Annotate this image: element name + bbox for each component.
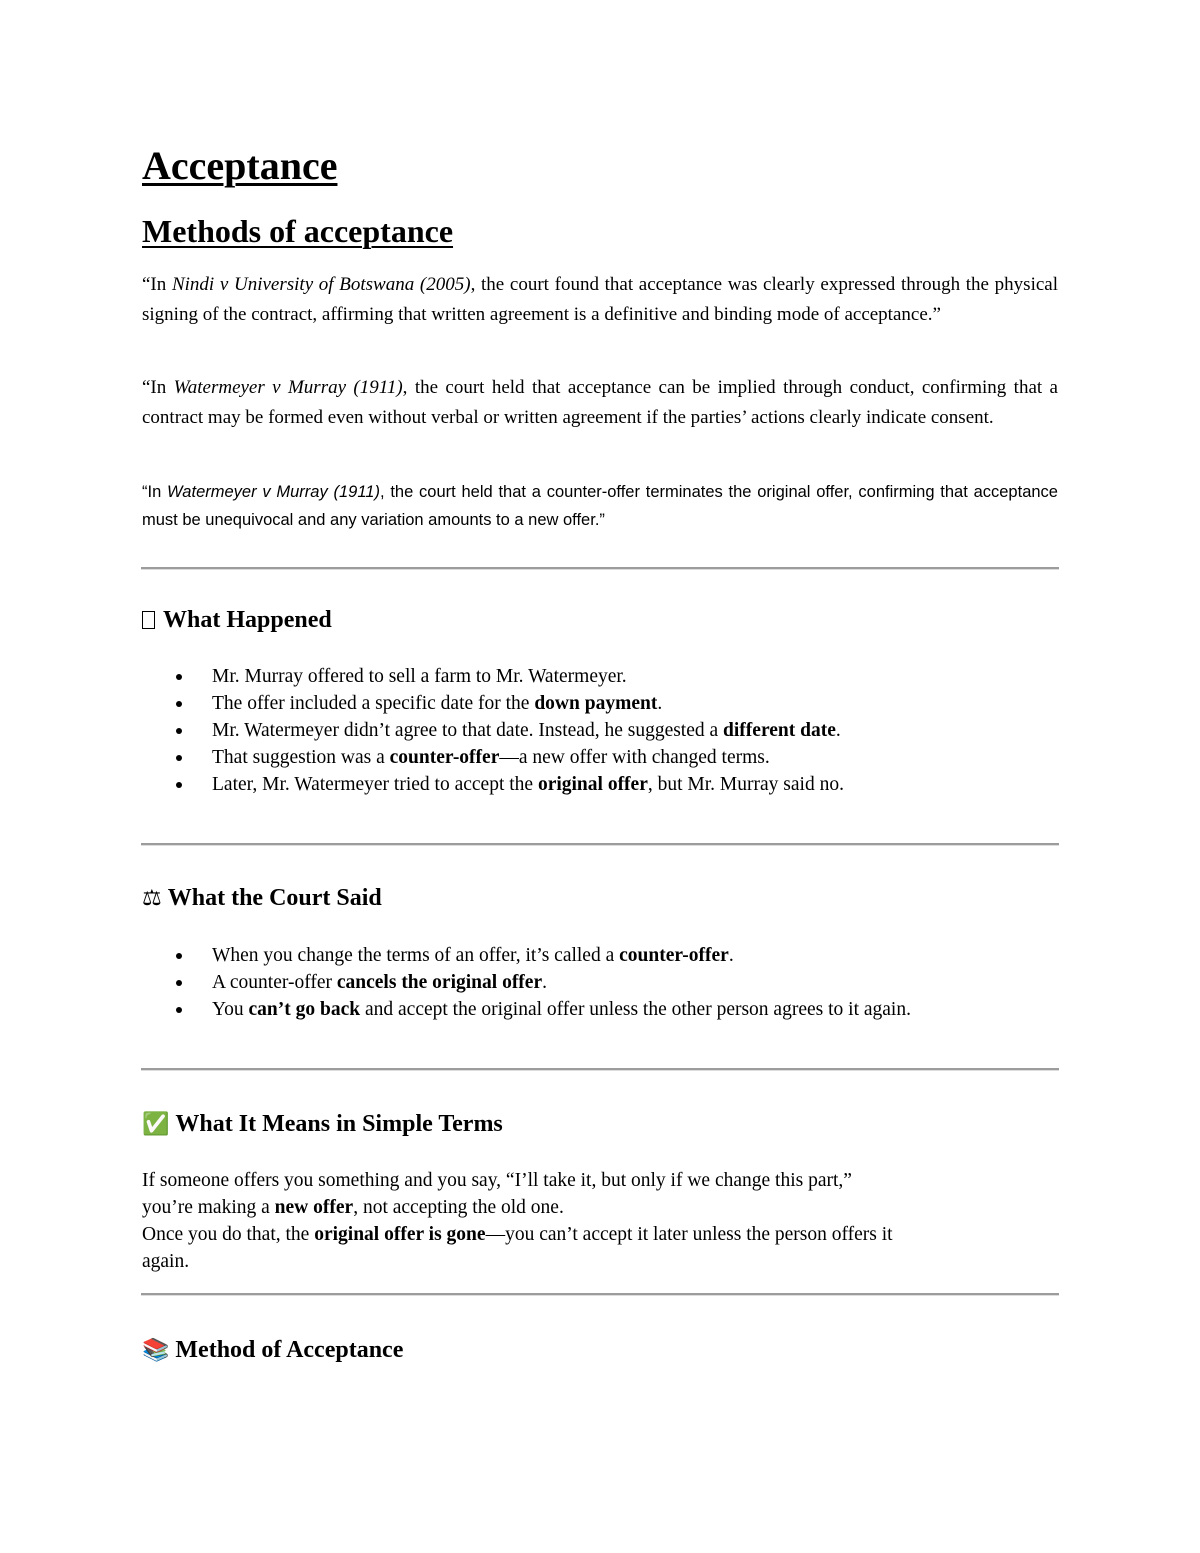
heading-court-said [142, 883, 382, 914]
paragraph-text: , the court held that acceptance can be implied through conduct, confirming that a contract may be formed even without verbal or written agreement if the parties’ actions clearly indicate consent. [142, 377, 1058, 428]
scales-icon: ⚖ [142, 886, 162, 911]
heading-text: What the Court Said [167, 885, 382, 911]
list-item: That suggestion was a counter-offer—a new offer with changed terms. [142, 744, 1072, 771]
book-icon: 📚 [142, 1338, 170, 1363]
case-name: Nindi v University of Botswana (2005) [171, 274, 471, 295]
check-mark-icon: ✅ [142, 1112, 170, 1137]
list-item: Later, Mr. Watermeyer tried to accept the original offer, but Mr. Murray said no. [142, 771, 1072, 798]
heading-text: Method of Acceptance [175, 1337, 404, 1363]
heading-method-of-acceptance [142, 1335, 403, 1366]
missing-glyph-box-icon [142, 611, 155, 629]
text-line: Once you do that, the original offer is gone—you can’t accept it later unless the person offers it [142, 1224, 893, 1245]
case-paragraph-nindi [142, 270, 1058, 329]
horizontal-divider [141, 567, 1059, 570]
heading-text: What It Means in Simple Terms [175, 1111, 503, 1137]
what-happened-list [142, 663, 1072, 798]
page-title: Acceptance [142, 143, 338, 188]
text-line: again. [142, 1251, 190, 1272]
quote-open: “In [142, 274, 172, 295]
text-line: you’re making a new offer, not accepting the old one. [142, 1197, 564, 1218]
list-item: A counter-offer cancels the original offer. [142, 969, 1072, 996]
court-said-list [142, 942, 1072, 1023]
horizontal-divider [141, 1068, 1059, 1071]
paragraph-text: , the court held that a counter-offer terminates the original offer, confirming that acceptance must be unequivocal and any variation amounts to a new offer.” [142, 483, 1058, 529]
case-paragraph-watermeyer-counter-offer [142, 478, 1058, 534]
horizontal-divider [141, 843, 1059, 846]
heading-what-happened [142, 605, 332, 635]
text-line: If someone offers you something and you say, “I’ll take it, but only if we change this part,” [142, 1170, 852, 1191]
list-item: You can’t go back and accept the original offer unless the other person agrees to it again. [142, 996, 1072, 1023]
quote-open: “In [142, 483, 168, 501]
list-item: Mr. Watermeyer didn’t agree to that date. Instead, he suggested a different date. [142, 717, 1072, 744]
case-name: Watermeyer v Murray (1911) [167, 483, 380, 501]
simple-terms-paragraph [142, 1167, 1072, 1275]
list-item: Mr. Murray offered to sell a farm to Mr. Watermeyer. [142, 663, 1072, 690]
list-item: The offer included a specific date for the down payment. [142, 690, 1072, 717]
section-subtitle: Methods of acceptance [142, 213, 454, 249]
heading-text: What Happened [163, 607, 332, 633]
case-name: Watermeyer v Murray (1911) [173, 377, 403, 398]
horizontal-divider [141, 1293, 1059, 1296]
heading-simple-terms [142, 1109, 503, 1140]
list-item: When you change the terms of an offer, it’s called a counter-offer. [142, 942, 1072, 969]
case-paragraph-watermeyer-conduct [142, 373, 1058, 432]
paragraph-text: , the court found that acceptance was clearly expressed through the physical signing of the contract, affirming that written agreement is a definitive and binding mode of acceptance.” [142, 274, 1058, 325]
quote-open: “In [142, 377, 174, 398]
